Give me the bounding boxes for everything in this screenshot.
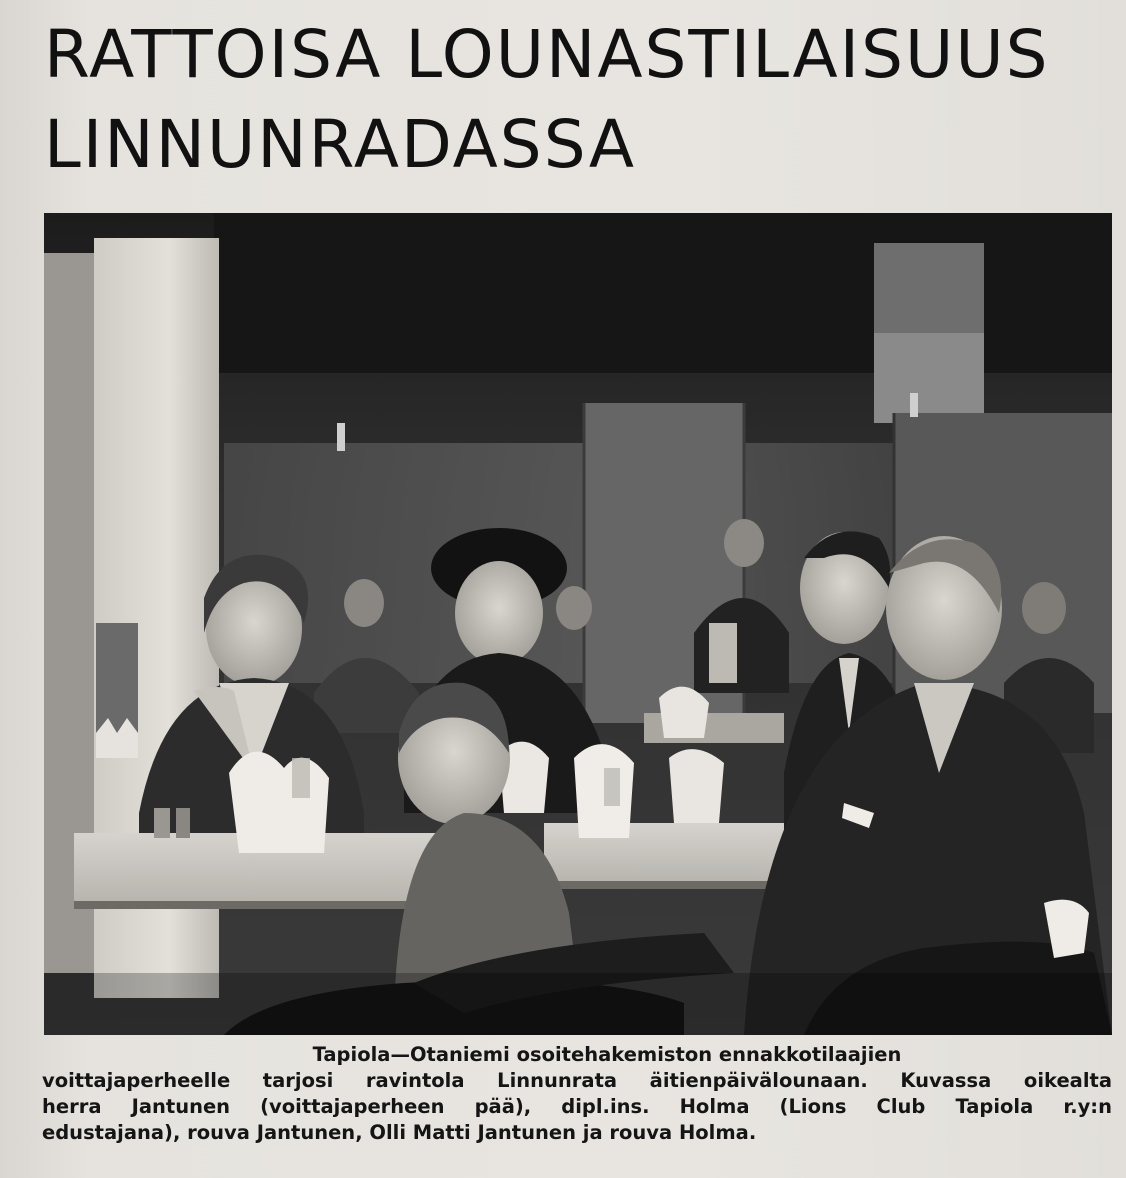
article-headline (44, 10, 1119, 190)
caption-line-1: Tapiola—Otaniemi osoitehakemiston ennakkotilaajien (312, 1043, 902, 1066)
headline-line-2: LINNUNRADASSA (44, 106, 636, 183)
photo-caption (42, 1042, 1112, 1146)
caption-line-2: voittajaperheelle tarjosi ravintola Linnunrata äitienpäivälounaan. Kuvassa oikealta (42, 1069, 1112, 1092)
restaurant-photo (44, 213, 1112, 1035)
caption-line-4: edustajana), rouva Jantunen, Olli Matti Jantunen ja rouva Holma. (42, 1121, 757, 1144)
caption-line-3: herra Jantunen (voittajaperheen pää), dipl.ins. Holma (Lions Club Tapiola r.y:n (42, 1095, 1112, 1118)
headline-line-1: RATTOISA LOUNASTILAISUUS (44, 16, 1050, 93)
